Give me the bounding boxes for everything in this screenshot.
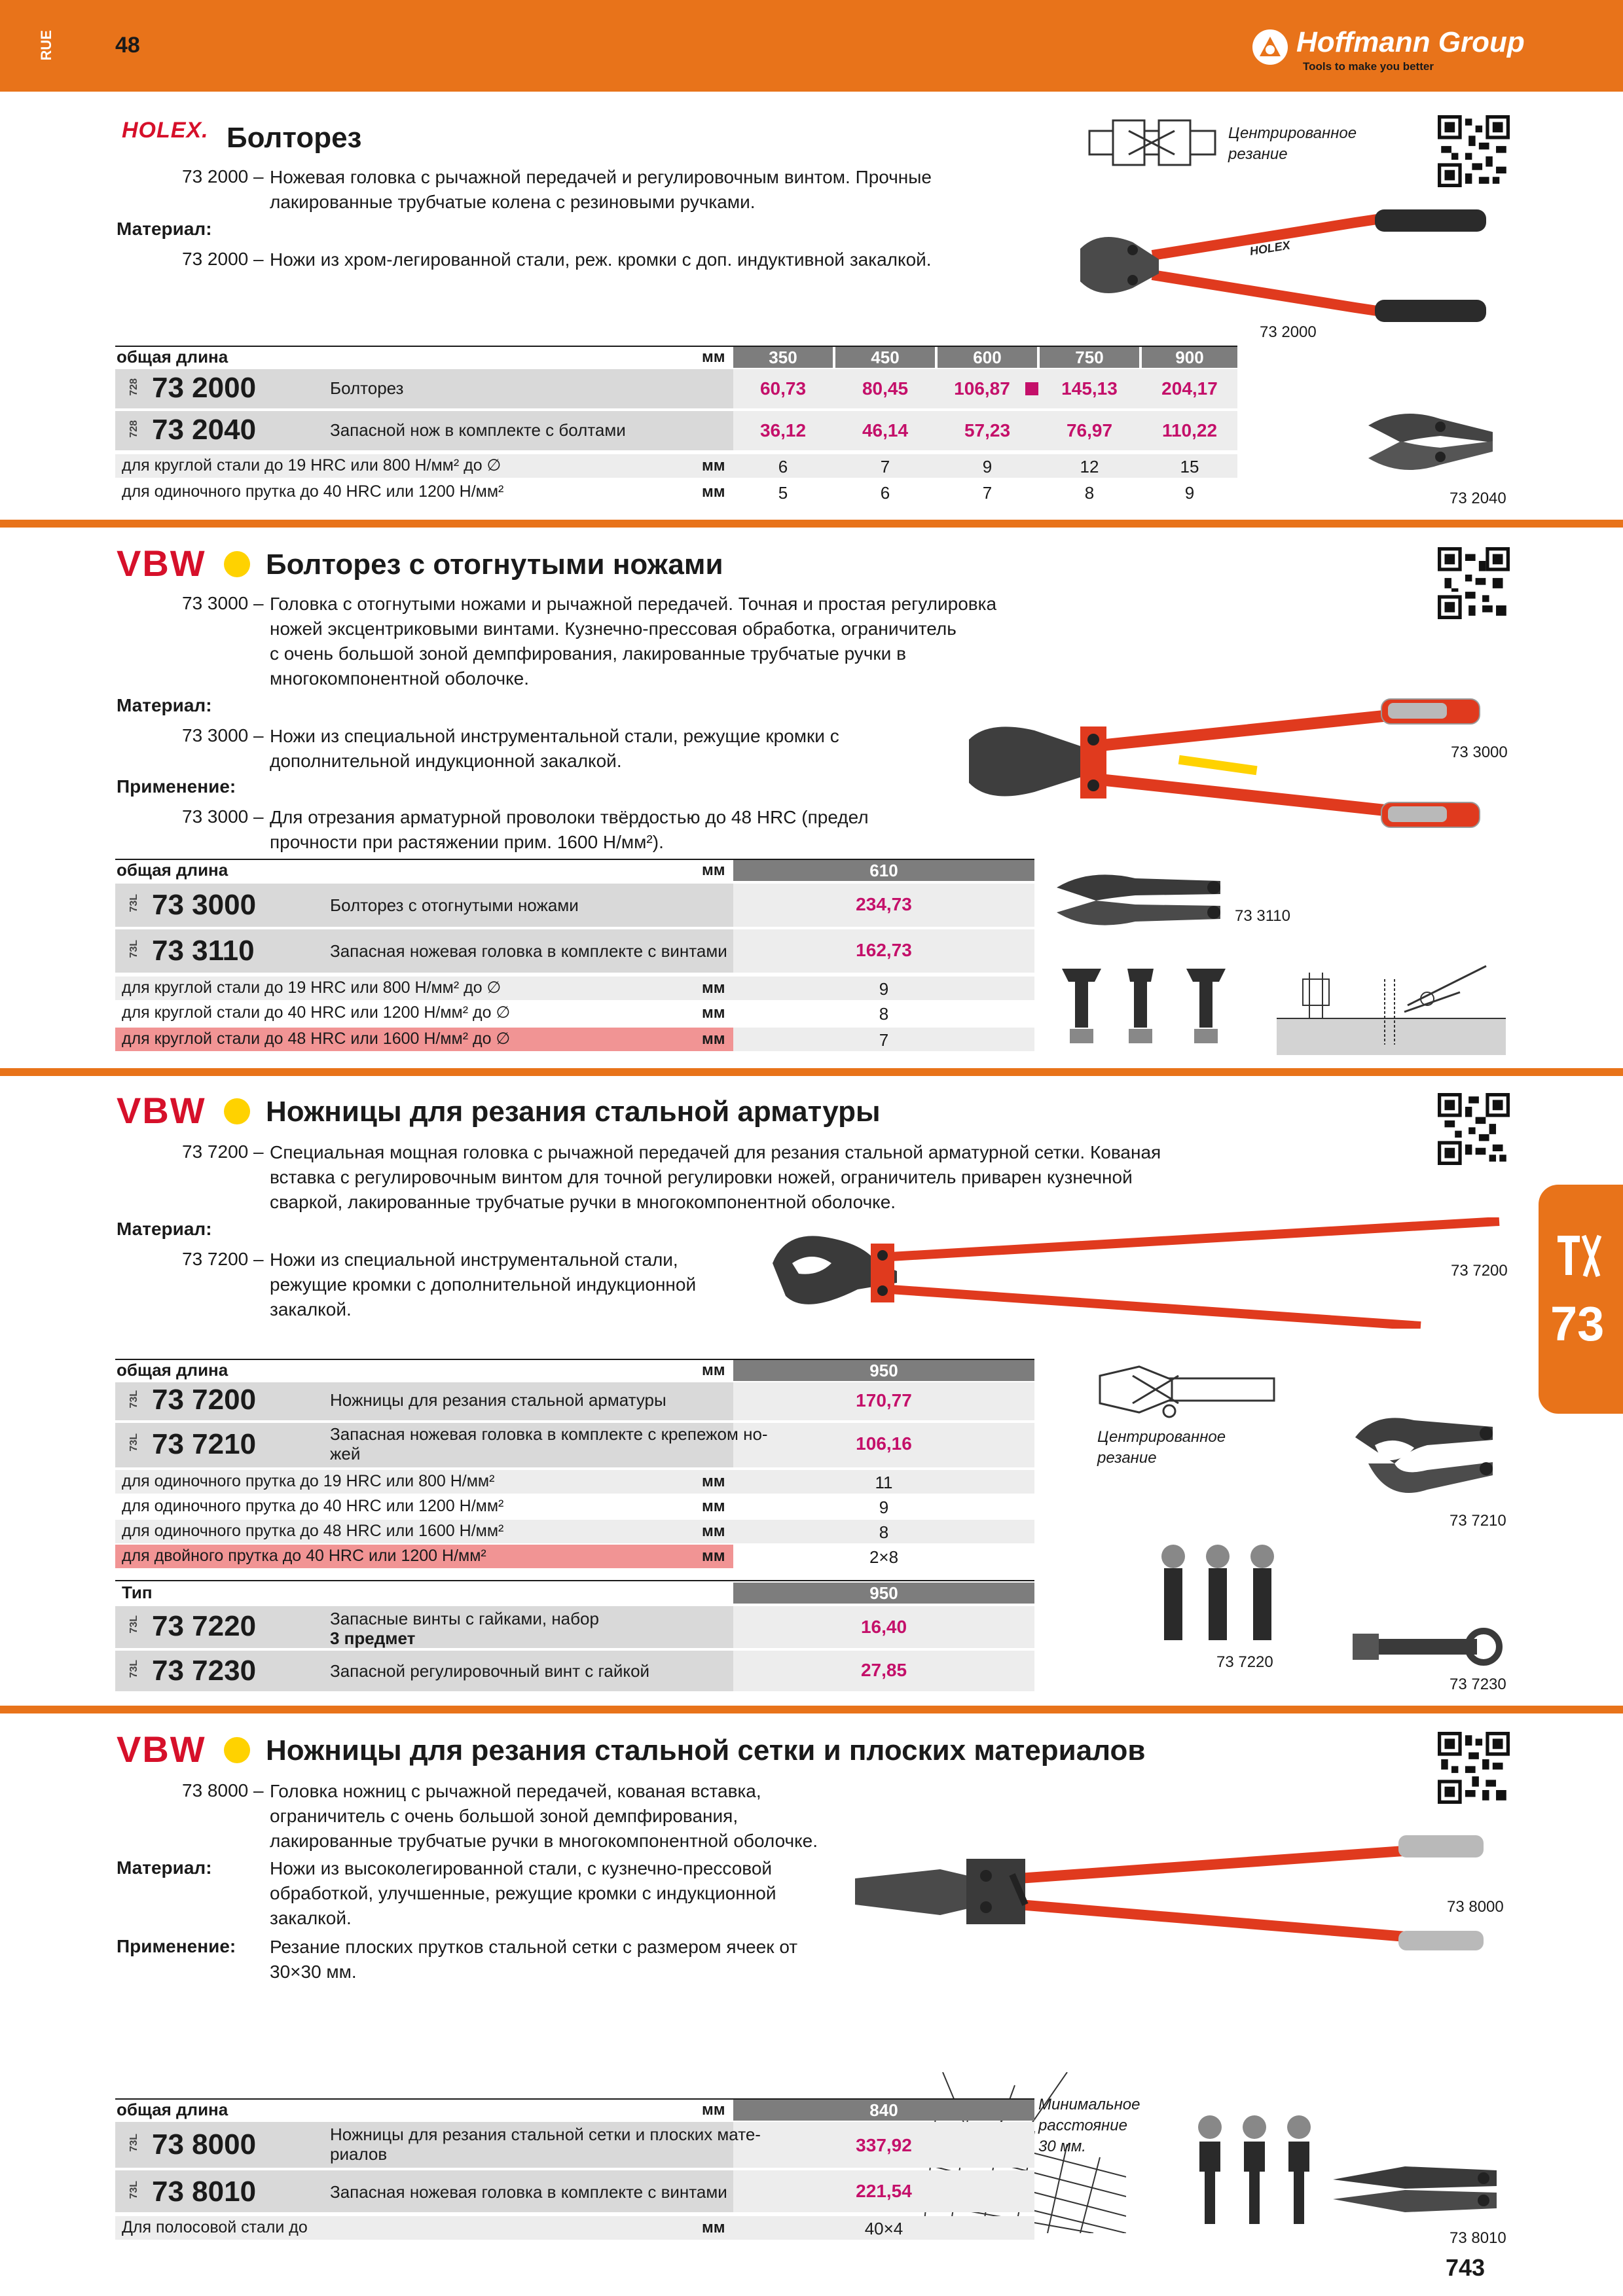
vbw-brand-logo: VBW xyxy=(117,1729,206,1770)
s2-spec3-unit: мм xyxy=(702,1030,725,1048)
s2-spec2-value: 8 xyxy=(879,1004,889,1024)
s1-row2-name: Запасной нож в комплекте с болтами xyxy=(330,420,626,440)
side-tab-number: 73 xyxy=(1550,1297,1605,1351)
s3-desc-line1: Специальная мощная головка с рычажной передачей для резания стальной арматурной сетки. Кованая xyxy=(270,1142,1161,1162)
bolt-cutter-732000-image xyxy=(1074,196,1519,334)
spare-head-733110-image xyxy=(1050,864,1233,936)
s4-row2-art: 73 8010 xyxy=(152,2176,257,2208)
s4-min-distance-line1: Минимальное xyxy=(1038,2096,1140,2113)
s3-row2-side: 73L xyxy=(128,1433,139,1452)
s4-min-distance-line3: 30 мм. xyxy=(1038,2138,1086,2155)
s4-row1-art: 73 8000 xyxy=(152,2128,257,2161)
qr-code-icon xyxy=(1438,547,1510,619)
s3-row2-name: Запасная ножевая головка в комплекте с крепежом но- xyxy=(330,1424,768,1444)
s2-spec1-label: для круглой стали до 19 HRC или 800 Н/мм² до ∅ xyxy=(122,978,501,997)
s1-row2-price-450: 46,14 xyxy=(862,420,909,440)
s1-size-600: 600 xyxy=(938,347,1037,368)
vbw-dot-icon xyxy=(224,551,250,577)
s3-spec3-unit: мм xyxy=(702,1522,725,1540)
s2-spec2-unit: мм xyxy=(702,1004,725,1022)
s4-spec1-value: 40×4 xyxy=(864,2219,903,2238)
page-number-top: 48 xyxy=(115,33,140,58)
s2-material-code: 73 3000 – xyxy=(182,725,264,745)
vbw-brand-logo: VBW xyxy=(117,1090,206,1131)
s1-spec1-v2: 7 xyxy=(880,457,890,476)
s3-row1-side: 73L xyxy=(128,1390,139,1408)
s1-row1-art: 73 2000 xyxy=(152,372,257,404)
s1-row1-side: 728 xyxy=(128,378,139,396)
s1-centered-cut-line1: Центрированное xyxy=(1228,124,1357,142)
s2-desc-code: 73 3000 – xyxy=(182,593,264,613)
s3-centered-cut-line2: резание xyxy=(1097,1449,1157,1467)
qr-code-icon xyxy=(1438,115,1510,187)
s1-spec2-unit: мм xyxy=(702,483,725,501)
holex-brand-logo: HOLEX. xyxy=(122,118,209,143)
s3-spec1-value: 11 xyxy=(875,1473,893,1492)
s1-size-350: 350 xyxy=(733,347,833,368)
s1-material-text: Ножи из хром-легированной стали, реж. кромки с доп. индуктивной закалкой. xyxy=(270,249,932,270)
bolt-cutter-733000-image xyxy=(962,694,1512,831)
s2-desc-line4: многокомпонентной оболочке. xyxy=(270,668,530,689)
s4-material-line3: закалкой. xyxy=(270,1908,352,1928)
s1-spec1-unit: мм xyxy=(702,457,725,475)
s2-row2-art: 73 3110 xyxy=(152,935,255,967)
s3-type-row2-name: Запасной регулировочный винт с гайкой xyxy=(330,1661,650,1681)
s3-type-size: 950 xyxy=(733,1583,1034,1604)
s3-spec2-label: для одиночного прутка до 40 HRC или 1200 Н/мм² xyxy=(122,1497,504,1515)
spare-bolts-image xyxy=(1055,962,1232,1047)
s2-application-line1: Для отрезания арматурной проволоки твёрдостью до 48 HRC (предел xyxy=(270,807,869,827)
s2-table-header-unit: мм xyxy=(702,861,725,879)
vbw-dot-icon xyxy=(224,1737,250,1763)
s1-material-code: 73 2000 – xyxy=(182,249,264,269)
s3-type-label: Тип xyxy=(122,1583,153,1602)
s3-type-row2-side: 73L xyxy=(128,1660,139,1678)
s3-row2-art: 73 7210 xyxy=(152,1428,257,1460)
s4-image-caption-spare: 73 8010 xyxy=(1450,2229,1506,2247)
s4-row2-side: 73L xyxy=(128,2181,139,2199)
s4-row1-name: Ножницы для резания стальной сетки и плоских мате- xyxy=(330,2125,761,2144)
s2-row1-art: 73 3000 xyxy=(152,889,257,921)
page-number-bottom: 743 xyxy=(1446,2254,1486,2281)
adjusting-screw-737230-image xyxy=(1346,1621,1503,1673)
s3-table-header-unit: мм xyxy=(702,1361,725,1379)
s1-centered-cut-line2: резание xyxy=(1228,145,1288,163)
s3-type-topline xyxy=(115,1580,1034,1581)
s3-material-line1: Ножи из специальной инструментальной стали, xyxy=(270,1249,678,1270)
s1-spec1-v5: 15 xyxy=(1180,457,1199,476)
section3-title: Ножницы для резания стальной арматуры xyxy=(266,1096,881,1128)
s1-row2-side: 728 xyxy=(128,420,139,438)
s1-row1-price-750: 145,13 xyxy=(1061,378,1118,399)
s2-spec1-value: 9 xyxy=(879,979,889,999)
s4-desc-line3: лакированные трубчатые ручки в многокомпонентной оболочке. xyxy=(270,1831,818,1851)
s3-desc-line3: сваркой, лакированные трубчатые ручки в многокомпонентной оболочке. xyxy=(270,1192,896,1212)
s4-image-caption-main: 73 8000 xyxy=(1447,1898,1504,1916)
s2-table-header-label: общая длина xyxy=(117,860,228,880)
s4-application-label: Применение: xyxy=(117,1936,236,1956)
s2-size-610: 610 xyxy=(733,860,1034,881)
s4-row1-side: 73L xyxy=(128,2134,139,2152)
s4-row2-name: Запасная ножевая головка в комплекте с винтами xyxy=(330,2182,727,2202)
spare-bolts-image xyxy=(1189,2113,1320,2237)
spare-bolts-737220-image xyxy=(1152,1542,1283,1647)
s2-desc-line3: с очень большой зоной демпфирования, лакированные трубчатые ручки в xyxy=(270,643,906,664)
s2-image-caption-spare: 73 3110 xyxy=(1235,907,1290,925)
s3-centered-cut-line1: Центрированное xyxy=(1097,1428,1226,1446)
cutter-category-icon xyxy=(1555,1230,1607,1283)
s1-desc-line2: лакированные трубчатые колена с резиновыми ручками. xyxy=(270,192,756,212)
new-price-marker-icon xyxy=(1025,382,1038,395)
s1-size-900: 900 xyxy=(1142,347,1237,368)
s1-row2-price-750: 76,97 xyxy=(1066,420,1113,440)
s2-application-code: 73 3000 – xyxy=(182,806,264,827)
brand-tagline: Tools to make you better xyxy=(1303,60,1434,73)
s1-table-header-unit: мм xyxy=(702,348,725,366)
s2-desc-line1: Головка с отогнутыми ножами и рычажной передачей. Точная и простая регулировка xyxy=(270,594,997,614)
s1-spec2-v1: 5 xyxy=(778,483,788,503)
qr-code-icon xyxy=(1438,1732,1510,1804)
s4-material-line2: обработкой, улучшенные, режущие кромки с индукционной xyxy=(270,1883,776,1903)
s2-row1-name: Болторез с отогнутыми ножами xyxy=(330,895,579,915)
s2-row2-name: Запасная ножевая головка в комплекте с винтами xyxy=(330,941,727,961)
s2-spec3-value: 7 xyxy=(879,1030,889,1050)
s4-table-header-unit: мм xyxy=(702,2101,725,2119)
s4-min-distance-line2: расстояние xyxy=(1038,2117,1127,2134)
s3-row1-name: Ножницы для резания стальной арматуры xyxy=(330,1390,666,1410)
s4-material-line1: Ножи из высоколегированной стали, с кузнечно-прессовой xyxy=(270,1858,773,1878)
s3-material-line3: закалкой. xyxy=(270,1299,352,1319)
cutting-application-diagram xyxy=(1277,953,1506,1055)
language-code: RUE xyxy=(38,30,54,61)
s1-desc-line1: Ножевая головка с рычажной передачей и регулировочным винтом. Прочные xyxy=(270,167,932,187)
s3-spec4-label: для двойного прутка до 40 HRC или 1200 Н/мм² xyxy=(122,1547,486,1565)
s4-size-840: 840 xyxy=(733,2100,1034,2121)
s2-row2-price: 162,73 xyxy=(856,940,912,960)
section2-title: Болторез с отогнутыми ножами xyxy=(266,548,723,581)
s2-application-line2: прочности при растяжении прим. 1600 Н/мм²). xyxy=(270,832,664,852)
s1-spec1-v4: 12 xyxy=(1080,457,1099,476)
s3-spec4-unit: мм xyxy=(702,1547,725,1565)
s1-size-750: 750 xyxy=(1040,347,1139,368)
centered-cut-diagram xyxy=(1093,1360,1277,1419)
spare-head-737210-image xyxy=(1342,1411,1506,1509)
s2-row1-side: 73L xyxy=(128,894,139,912)
s4-row1-name2: риалов xyxy=(330,2144,388,2164)
s2-material-label: Материал: xyxy=(117,695,212,715)
spare-blade-732040-image xyxy=(1362,399,1499,484)
s4-application-line2: 30×30 мм. xyxy=(270,1962,357,1982)
s3-row2-price: 106,16 xyxy=(856,1433,912,1454)
s1-spec2-v5: 9 xyxy=(1184,483,1195,503)
s4-desc-line2: ограничитель с очень большой зоной демпфирования, xyxy=(270,1806,739,1826)
s2-spec3-label: для круглой стали до 48 HRC или 1600 Н/мм² до ∅ xyxy=(122,1030,511,1048)
s1-row2-art: 73 2040 xyxy=(152,414,257,446)
s1-spec2-v2: 6 xyxy=(880,483,890,503)
s2-spec1-unit: мм xyxy=(702,979,725,997)
s4-application-line1: Резание плоских прутков стальной сетки с размером ячеек от xyxy=(270,1937,798,1957)
rebar-cutter-737200-image xyxy=(766,1217,1519,1329)
s3-material-label: Материал: xyxy=(117,1219,212,1239)
s3-table-header-label: общая длина xyxy=(117,1360,228,1380)
s1-spec1-v1: 6 xyxy=(778,457,788,476)
s1-material-label: Материал: xyxy=(117,219,212,239)
s3-spec2-unit: мм xyxy=(702,1498,725,1515)
s1-table-header-label: общая длина xyxy=(117,347,228,367)
s1-desc-code: 73 2000 – xyxy=(182,166,264,187)
s2-application-label: Применение: xyxy=(117,776,236,797)
hoffmann-logo-icon xyxy=(1250,27,1290,67)
s1-spec1-v3: 9 xyxy=(982,457,993,476)
s2-row1-price: 234,73 xyxy=(856,894,912,914)
s1-spec2-v4: 8 xyxy=(1084,483,1095,503)
s1-row1-price-900: 204,17 xyxy=(1161,378,1218,399)
s3-spec3-value: 8 xyxy=(879,1522,889,1542)
s3-size-950: 950 xyxy=(733,1360,1034,1381)
qr-code-icon xyxy=(1438,1093,1510,1165)
svg-text:HOLEX: HOLEX xyxy=(1249,238,1291,258)
s3-image-caption-head: 73 7210 xyxy=(1450,1512,1506,1530)
s2-spec2-label: для круглой стали до 40 HRC или 1200 Н/мм² до ∅ xyxy=(122,1003,511,1022)
s1-row1-price-450: 80,45 xyxy=(862,378,909,399)
s3-image-caption-main: 73 7200 xyxy=(1451,1262,1508,1280)
s1-spec1-label: для круглой стали до 19 HRC или 800 Н/мм² до ∅ xyxy=(122,456,501,475)
section-separator xyxy=(0,520,1623,528)
s3-material-line2: режущие кромки с дополнительной индукционной xyxy=(270,1274,697,1295)
s3-material-code: 73 7200 – xyxy=(182,1249,264,1269)
brand-block xyxy=(1250,24,1591,76)
s3-type-row2-price: 27,85 xyxy=(860,1660,907,1680)
s4-spec1-unit: мм xyxy=(702,2219,725,2236)
s4-row2-price: 221,54 xyxy=(856,2181,912,2201)
s4-desc-line1: Головка ножниц с рычажной передачей, кованая вставка, xyxy=(270,1781,761,1801)
s3-spec1-unit: мм xyxy=(702,1473,725,1490)
s3-type-row1-price: 16,40 xyxy=(860,1617,907,1637)
s4-row1-price: 337,92 xyxy=(856,2135,912,2155)
s3-type-row1-name2: 3 предмет xyxy=(330,1628,416,1648)
section1-title: Болторез xyxy=(227,122,362,154)
s3-type-row1-art: 73 7220 xyxy=(152,1610,257,1642)
vbw-dot-icon xyxy=(224,1098,250,1124)
s3-row1-art: 73 7200 xyxy=(152,1384,257,1416)
s1-row2-price-350: 36,12 xyxy=(759,420,807,440)
s1-row2-price-900: 110,22 xyxy=(1161,420,1218,440)
s3-row1-price: 170,77 xyxy=(856,1390,912,1410)
s1-row1-price-350: 60,73 xyxy=(759,378,807,399)
section-separator xyxy=(0,1706,1623,1713)
s3-image-caption-screw: 73 7230 xyxy=(1450,1676,1506,1693)
s2-image-caption-main: 73 3000 xyxy=(1451,744,1508,761)
s4-desc-code: 73 8000 – xyxy=(182,1780,264,1801)
s3-image-caption-bolts: 73 7220 xyxy=(1216,1653,1273,1671)
s1-image-caption-spare: 73 2040 xyxy=(1450,490,1506,507)
s3-row2-name2: жей xyxy=(330,1444,361,1463)
s1-image-caption-main: 73 2000 xyxy=(1260,323,1317,341)
s2-desc-line2: ножей эксцентриковыми винтами. Кузнечно-прессовая обработка, ограничитель xyxy=(270,619,957,639)
brand-name: Hoffmann Group xyxy=(1296,26,1525,58)
s1-spec2-v3: 7 xyxy=(982,483,993,503)
s3-type-row1-name: Запасные винты с гайками, набор xyxy=(330,1609,599,1628)
s2-row2-side: 73L xyxy=(128,940,139,958)
s4-spec1-label: Для полосовой стали до xyxy=(122,2218,308,2236)
s3-spec1-label: для одиночного прутка до 19 HRC или 800 Н/мм² xyxy=(122,1472,495,1490)
centered-cut-diagram xyxy=(1087,117,1218,169)
s3-type-row1-side: 73L xyxy=(128,1615,139,1634)
s2-material-line1: Ножи из специальной инструментальной стали, режущие кромки с xyxy=(270,726,839,746)
s1-size-450: 450 xyxy=(835,347,935,368)
spare-head-738010-image xyxy=(1326,2153,1503,2225)
s3-type-row2-art: 73 7230 xyxy=(152,1655,257,1687)
s4-material-label: Материал: xyxy=(117,1857,212,1878)
s3-spec3-label: для одиночного прутка до 48 HRC или 1600 Н/мм² xyxy=(122,1522,504,1540)
section4-title: Ножницы для резания стальной сетки и плоских материалов xyxy=(266,1734,1146,1767)
s1-row1-name: Болторез xyxy=(330,378,404,398)
s3-spec2-value: 9 xyxy=(879,1498,889,1517)
vbw-brand-logo: VBW xyxy=(117,543,206,584)
s3-desc-line2: вставка с регулировочным винтом для точной регулировки ножей, ограничитель приварен кузнечной xyxy=(270,1167,1133,1187)
s1-row1-price-600: 106,87 xyxy=(954,378,1010,399)
s1-spec2-label: для одиночного прутка до 40 HRC или 1200 Н/мм² xyxy=(122,482,504,501)
s4-table-header-label: общая длина xyxy=(117,2100,228,2119)
mesh-cutter-738000-image xyxy=(848,1833,1503,1950)
s2-material-line2: дополнительной индукционной закалкой. xyxy=(270,751,622,771)
s3-desc-code: 73 7200 – xyxy=(182,1141,264,1162)
s3-spec4-value: 2×8 xyxy=(869,1547,899,1567)
section-separator xyxy=(0,1068,1623,1076)
s1-row2-price-600: 57,23 xyxy=(964,420,1011,440)
